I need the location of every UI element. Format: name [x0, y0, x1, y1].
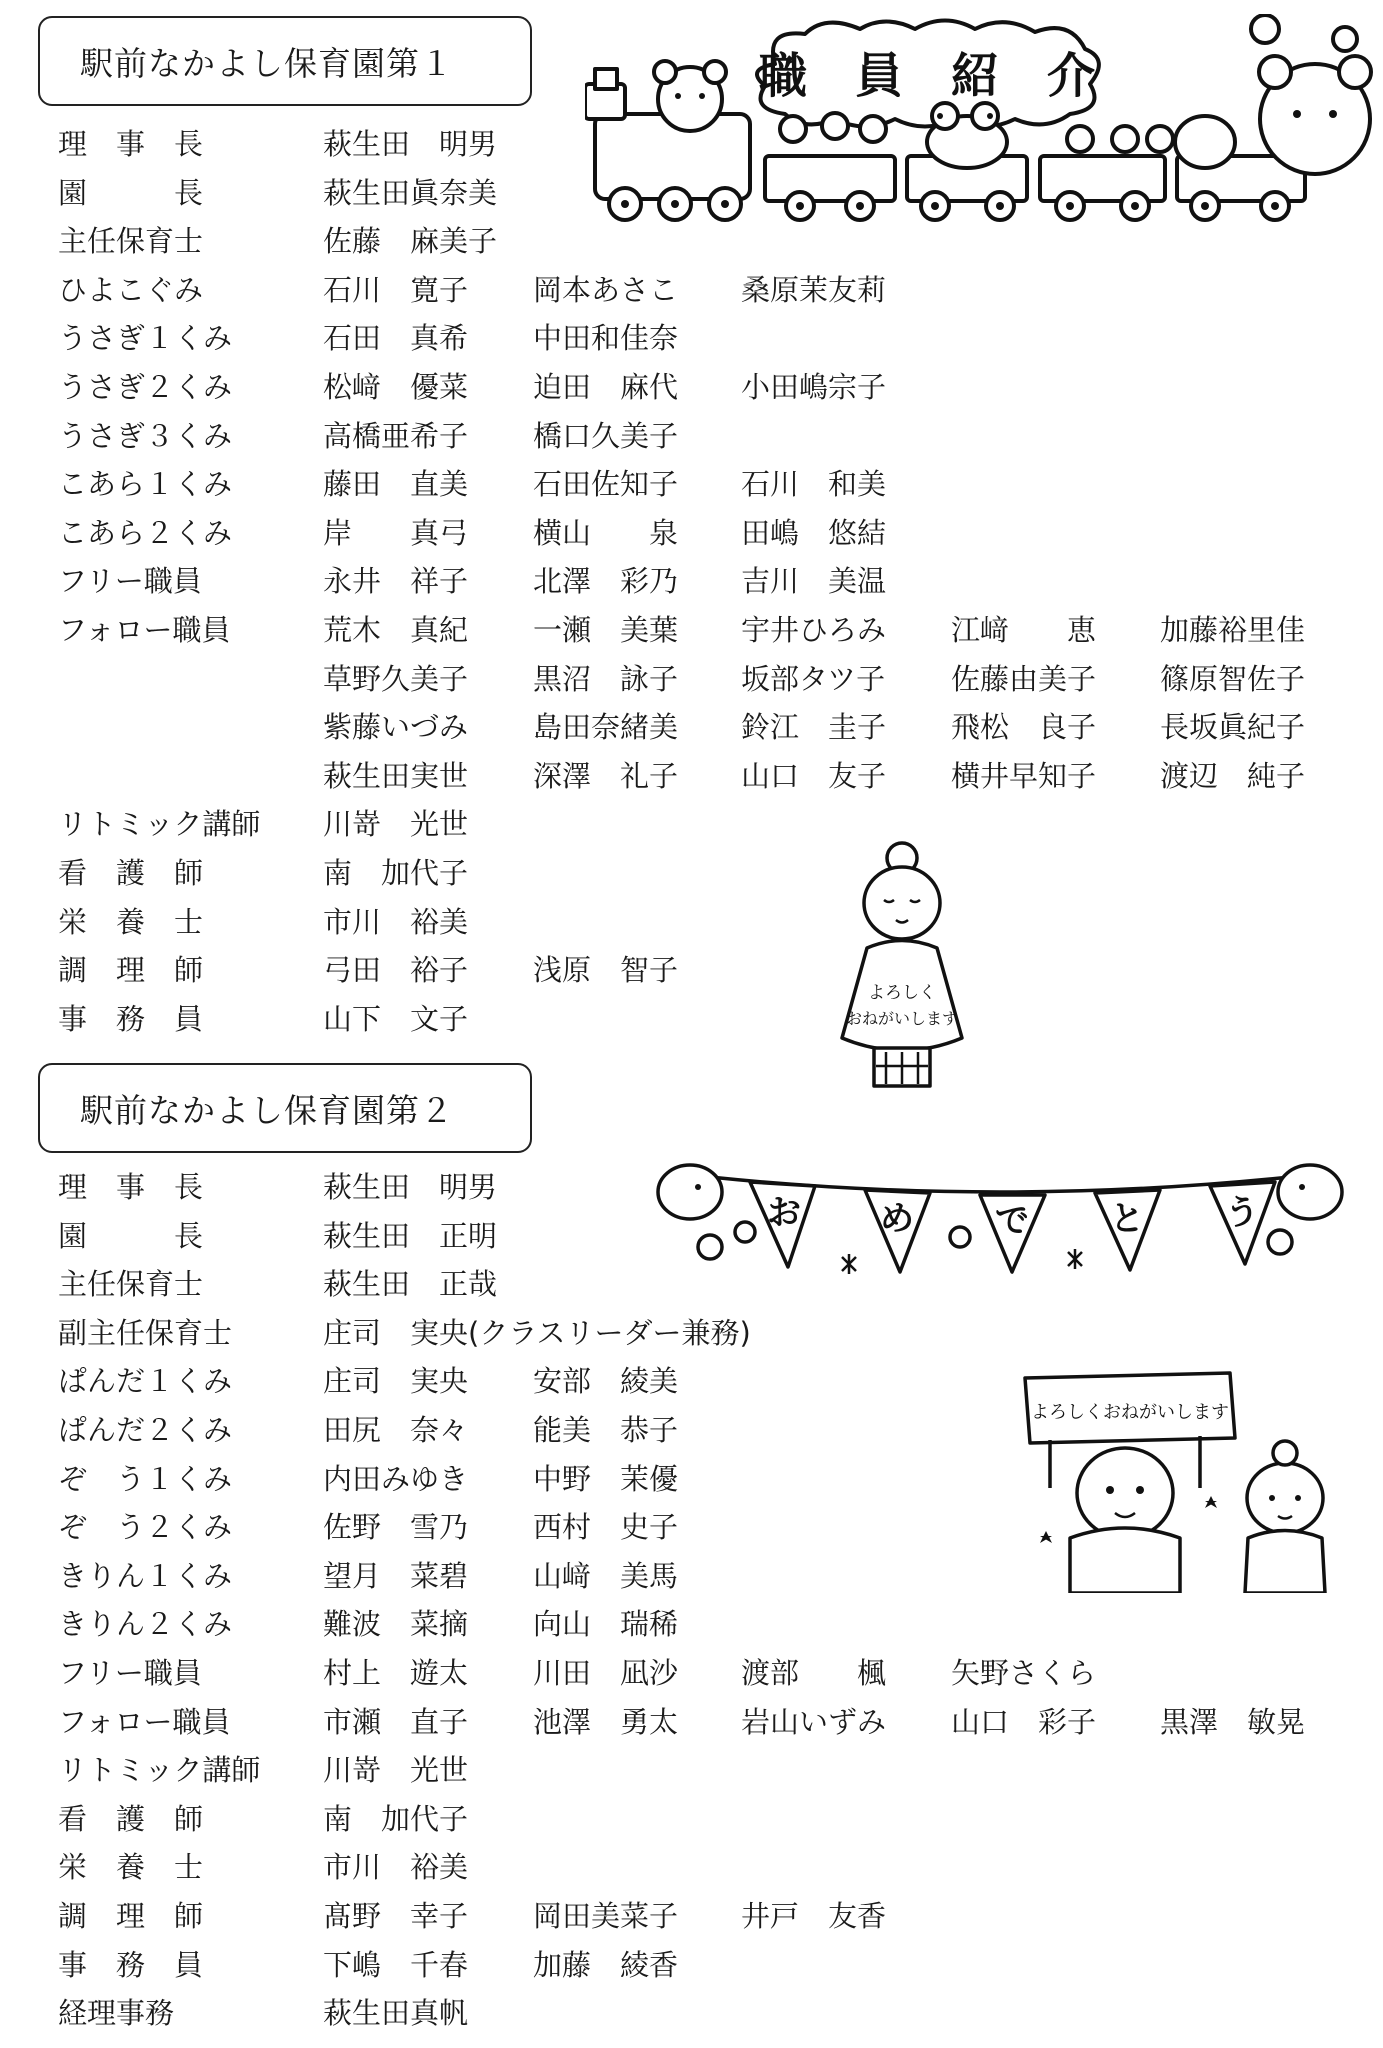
bunting-letter-5: う [1225, 1193, 1259, 1233]
staff-role: 栄 養 士 [58, 1850, 204, 1885]
staff-row [58, 1698, 1383, 1747]
staff-role: 経理事務 [58, 1996, 175, 2031]
staff-name: 田嶋 悠結 [741, 515, 887, 550]
staff-name: 黒澤 敏晃 [1160, 1704, 1306, 1739]
staff-name: 草野久美子 [323, 661, 469, 696]
staff-role: リトミック講師 [58, 1753, 261, 1788]
staff-row [58, 752, 1383, 801]
staff-name: 坂部タツ子 [741, 661, 886, 696]
staff-name: 庄司 実央(クラスリーダー兼務) [323, 1315, 751, 1350]
staff-row [58, 1746, 1383, 1795]
staff-row [58, 1309, 1383, 1358]
staff-role: 主任保育士 [58, 224, 204, 259]
staff-row [58, 460, 1383, 509]
staff-row [58, 1649, 1383, 1698]
section-2-staff-list [58, 1163, 1383, 2038]
staff-role: 調 理 師 [58, 1898, 204, 1933]
bunting-letter-2: め [880, 1199, 914, 1239]
staff-row [58, 995, 1383, 1044]
staff-row [58, 557, 1383, 606]
staff-role: うさぎ２くみ [58, 369, 233, 404]
staff-name: 岡本あさこ [533, 272, 679, 307]
staff-name: 石田 真希 [323, 321, 469, 356]
staff-name: 高橋亜希子 [323, 418, 469, 453]
staff-name: 池澤 勇太 [533, 1704, 679, 1739]
staff-role: フォロー職員 [58, 1704, 231, 1739]
train-banner-illustration [585, 14, 1380, 229]
staff-row [58, 946, 1383, 995]
staff-name: 萩生田 正明 [323, 1218, 498, 1253]
staff-row [58, 314, 1383, 363]
staff-name: 荒木 真紀 [323, 612, 469, 647]
section-2-title-text: 駅前なかよし保育園第２ [80, 1090, 454, 1130]
staff-role: 栄 養 士 [58, 904, 204, 939]
staff-name: 飛松 良子 [951, 710, 1097, 745]
staff-name: 山﨑 美馬 [533, 1558, 679, 1593]
staff-name: 佐藤 麻美子 [323, 224, 498, 259]
kids-sign-icon [1020, 1368, 1350, 1593]
staff-role: こあら１くみ [58, 467, 233, 502]
staff-name: 西村 史子 [533, 1510, 679, 1545]
staff-name: 石川 和美 [741, 467, 887, 502]
staff-role: 副主任保育士 [58, 1315, 233, 1350]
staff-name: 川嵜 光世 [323, 807, 469, 842]
staff-row [58, 1600, 1383, 1649]
staff-name: 浅原 智子 [533, 953, 679, 988]
staff-role: きりん１くみ [58, 1558, 233, 1593]
staff-name: 市瀬 直子 [323, 1704, 469, 1739]
bunting-letter-3: で [995, 1201, 1029, 1241]
staff-name: 内田みゆき [323, 1461, 469, 1496]
staff-role: 主任保育士 [58, 1267, 204, 1302]
staff-name: 加藤 綾香 [533, 1947, 679, 1982]
staff-role: ひよこぐみ [58, 272, 204, 307]
bunting-letter-4: と [1110, 1199, 1144, 1239]
staff-row [58, 509, 1383, 558]
bunting-letter-1: お [767, 1193, 801, 1233]
staff-name: 萩生田眞奈美 [323, 175, 498, 210]
staff-name: 萩生田 正哉 [323, 1267, 498, 1302]
staff-name: 安部 綾美 [533, 1364, 679, 1399]
staff-name: 石川 寛子 [323, 272, 469, 307]
staff-role: ぞ う２くみ [58, 1510, 233, 1545]
staff-name: 一瀬 美葉 [533, 612, 679, 647]
staff-name: 萩生田 明男 [323, 1170, 498, 1204]
staff-name: 田尻 奈々 [323, 1412, 469, 1447]
staff-name: 望月 菜碧 [323, 1558, 469, 1593]
staff-role: 理 事 長 [58, 1170, 204, 1204]
staff-name: 紫藤いづみ [323, 710, 469, 745]
staff-role: ぱんだ２くみ [58, 1412, 233, 1447]
staff-name: 黒沼 詠子 [533, 661, 679, 696]
staff-row [58, 1941, 1383, 1990]
staff-name: 桑原茉友莉 [741, 272, 887, 307]
staff-role: 看 護 師 [58, 1801, 204, 1836]
staff-name: 江﨑 恵 [951, 612, 1097, 647]
train-banner-text: 職 員 紹 介 [758, 48, 1096, 104]
kids-sign-text: よろしくおねがいします [1031, 1402, 1229, 1423]
staff-role: うさぎ１くみ [58, 321, 233, 356]
staff-role: うさぎ３くみ [58, 418, 233, 453]
staff-role: 事 務 員 [58, 1947, 204, 1982]
staff-row [58, 363, 1383, 412]
staff-role: 事 務 員 [58, 1001, 204, 1036]
staff-row [58, 898, 1383, 947]
staff-row [58, 266, 1383, 315]
staff-name: 萩生田実世 [323, 758, 469, 793]
staff-name: 市川 裕美 [323, 1850, 469, 1885]
staff-role: フリー職員 [58, 1655, 202, 1690]
staff-row [58, 1843, 1383, 1892]
staff-name: 藤田 直美 [323, 467, 469, 502]
staff-name: 長坂眞紀子 [1160, 710, 1306, 745]
staff-name: 迫田 麻代 [533, 369, 679, 404]
staff-name: 横山 泉 [533, 515, 679, 550]
section-1-staff-list [58, 120, 1383, 1043]
staff-name: 井戸 友香 [741, 1898, 887, 1933]
staff-row [58, 800, 1383, 849]
staff-name: 川嵜 光世 [323, 1753, 469, 1788]
staff-name: 渡辺 純子 [1160, 758, 1306, 793]
staff-name: 加藤裕里佳 [1160, 612, 1306, 647]
staff-name: 永井 祥子 [323, 564, 469, 599]
staff-name: 山口 友子 [741, 758, 887, 793]
girl-apron-text-2: おねがいします [845, 1009, 959, 1028]
staff-row [58, 1795, 1383, 1844]
staff-row [58, 1892, 1383, 1941]
staff-role: ぞ う１くみ [58, 1461, 233, 1496]
staff-name: 渡部 楓 [741, 1655, 887, 1690]
girl-apron-icon [822, 838, 982, 1098]
staff-name: 能美 恭子 [533, 1412, 679, 1447]
staff-role: 園 長 [58, 1218, 204, 1253]
staff-name: 南 加代子 [323, 1801, 469, 1836]
staff-row [58, 412, 1383, 461]
staff-row [58, 849, 1383, 898]
staff-name: 山下 文子 [323, 1001, 469, 1036]
staff-name: 弓田 裕子 [323, 953, 469, 988]
staff-name: 宇井ひろみ [741, 612, 887, 647]
staff-name: 中田和佳奈 [533, 321, 679, 356]
staff-name: 鈴江 圭子 [741, 710, 887, 745]
staff-row [58, 703, 1383, 752]
staff-name: 佐藤由美子 [951, 661, 1097, 696]
girl-apron-text-1: よろしく [868, 983, 936, 1003]
staff-role: フリー職員 [58, 564, 202, 599]
staff-name: 篠原智佐子 [1160, 661, 1306, 696]
staff-role: こあら２くみ [58, 515, 233, 550]
staff-name: 庄司 実央 [323, 1364, 469, 1399]
staff-name: 石田佐知子 [533, 467, 679, 502]
girl-apron-illustration [822, 838, 982, 1098]
staff-role: きりん２くみ [58, 1607, 233, 1642]
staff-name: 北澤 彩乃 [533, 564, 679, 599]
staff-name: 横井早知子 [951, 758, 1097, 793]
staff-name: 深澤 礼子 [533, 758, 679, 793]
staff-role: ぱんだ１くみ [58, 1364, 233, 1399]
section-2-title [38, 1063, 532, 1153]
staff-row [58, 606, 1383, 655]
staff-name: 岸 真弓 [323, 515, 469, 550]
staff-name: 小田嶋宗子 [741, 369, 887, 404]
section-1-title-text: 駅前なかよし保育園第１ [80, 43, 454, 83]
staff-name: 中野 茉優 [533, 1461, 679, 1496]
kids-sign-illustration [1020, 1368, 1350, 1593]
staff-name: 髙野 幸子 [323, 1898, 469, 1933]
staff-name: 市川 裕美 [323, 904, 469, 939]
staff-role: 理 事 長 [58, 127, 204, 161]
bunting-icon [650, 1152, 1350, 1277]
staff-name: 下嶋 千春 [323, 1947, 469, 1982]
staff-name: 川田 凪沙 [533, 1655, 679, 1690]
staff-name: 吉川 美温 [741, 564, 887, 599]
train-icon [585, 14, 1380, 229]
staff-name: 岡田美菜子 [533, 1898, 679, 1933]
staff-name: 向山 瑞稀 [533, 1607, 679, 1642]
staff-name: 矢野さくら [951, 1655, 1097, 1690]
staff-name: 橋口久美子 [533, 418, 679, 453]
staff-name: 南 加代子 [323, 855, 469, 890]
staff-name: 島田奈緒美 [533, 710, 679, 745]
staff-name: 山口 彩子 [951, 1704, 1097, 1739]
staff-name: 萩生田真帆 [323, 1996, 469, 2031]
staff-role: 調 理 師 [58, 953, 204, 988]
section-1-title [38, 16, 532, 106]
staff-role: フォロー職員 [58, 612, 231, 647]
staff-name: 難波 菜摘 [323, 1607, 469, 1642]
staff-name: 萩生田 明男 [323, 127, 498, 161]
staff-row [58, 1989, 1383, 2038]
staff-name: 松﨑 優菜 [323, 369, 469, 404]
staff-role: リトミック講師 [58, 807, 261, 842]
staff-row [58, 655, 1383, 704]
omedetou-bunting-illustration [650, 1152, 1350, 1277]
staff-name: 佐野 雪乃 [323, 1510, 469, 1545]
staff-name: 村上 遊太 [323, 1655, 469, 1690]
staff-role: 看 護 師 [58, 855, 204, 890]
staff-role: 園 長 [58, 175, 204, 210]
staff-name: 岩山いずみ [741, 1704, 887, 1739]
